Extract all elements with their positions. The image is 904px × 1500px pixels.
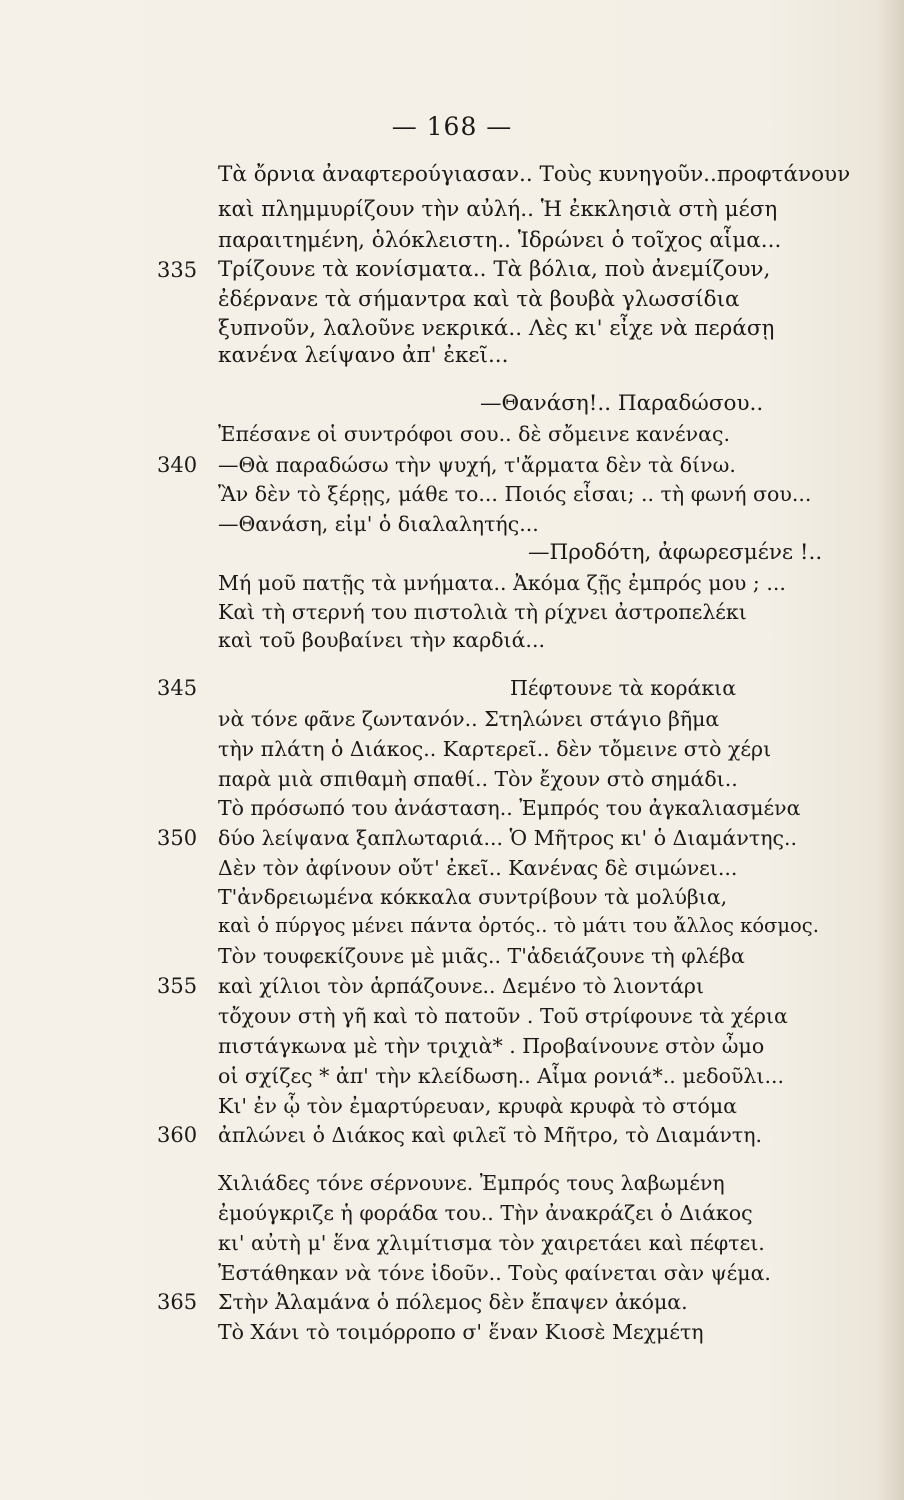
verse-line: τὴν πλάτη ὁ Διάκος.. Καρτερεῖ.. δὲν τὄμεινε στὸ χέρι: [218, 737, 772, 761]
verse-line: —Θανάση, εἰμ' ὁ διαλαλητής...: [218, 512, 539, 536]
line-number: 350: [157, 826, 198, 850]
verse-line: Τὸ Χάνι τὸ τοιμόρροπο σ' ἕναν Κιοσὲ Μεχμέτη: [218, 1320, 704, 1344]
verse-line: Δὲν τὸν ἀφίνουν οὔτ' ἐκεῖ.. Κανένας δὲ σιμώνει...: [218, 856, 738, 880]
verse-line: Πέφτουνε τὰ κοράκια: [510, 676, 737, 700]
line-number: 335: [157, 258, 198, 282]
line-number: 340: [157, 453, 198, 477]
verse-line: —Θὰ παραδώσω τὴν ψυχή, τ'ἄρματα δὲν τὰ δίνω.: [218, 453, 736, 477]
verse-line: Ἐπέσανε οἱ συντρόφοι σου.. δὲ σὄμεινε κανένας.: [218, 422, 730, 446]
verse-line: ἐμούγκριζε ἡ φοράδα του.. Τὴν ἀνακράζει ὁ Διάκος: [218, 1201, 753, 1225]
verse-line: Κι' ἐν ᾧ τὸν ἐμαρτύρευαν, κρυφὰ κρυφὰ τὸ στόμα: [218, 1094, 737, 1118]
verse-line: ξυπνοῦν, λαλοῦνε νεκρικά.. Λὲς κι' εἶχε νὰ περάσῃ: [218, 316, 775, 341]
verse-line: καὶ χίλιοι τὸν ἁρπάζουνε.. Δεμένο τὸ λιοντάρι: [218, 974, 705, 998]
line-number: 365: [157, 1290, 198, 1314]
verse-line: Τρίζουνε τὰ κονίσματα.. Τὰ βόλια, ποὺ ἀνεμίζουν,: [218, 257, 771, 282]
line-number: 360: [157, 1123, 198, 1147]
verse-line: ἐδέρνανε τὰ σήμαντρα καὶ τὰ βουβὰ γλωσσίδια: [218, 287, 740, 312]
verse-line: Τ'ἀνδρειωμένα κόκκαλα συντρίβουν τὰ μολύβια,: [218, 885, 728, 909]
verse-line: —Προδότη, ἀφωρεσμένε !..: [528, 540, 823, 565]
verse-line: Μή μοῦ πατῇς τὰ μνήματα.. Ἀκόμα ζῇς ἐμπρός μου ; ...: [218, 571, 786, 595]
verse-line: —Θανάση!.. Παραδώσου..: [480, 391, 764, 416]
line-number: 345: [157, 676, 198, 700]
verse-line: Ἂν δὲν τὸ ξέρῃς, μάθε το... Ποιός εἶσαι; .. τὴ φωνή σου...: [218, 482, 812, 506]
verse-line: παραιτημένη, ὁλόκλειστη.. Ἱδρώνει ὁ τοῖχος αἷμα...: [218, 228, 782, 253]
verse-line: καὶ τοῦ βουβαίνει τὴν καρδιά...: [218, 628, 545, 652]
verse-line: δύο λείψανα ξαπλωταριά... Ὁ Μῆτρος κι' ὁ Διαμάντης..: [218, 826, 798, 850]
verse-line: Καὶ τὴ στερνή του πιστολιὰ τὴ ρίχνει ἀστροπελέκι: [218, 600, 747, 624]
verse-line: ἀπλώνει ὁ Διάκος καὶ φιλεῖ τὸ Μῆτρο, τὸ Διαμάντη.: [218, 1123, 763, 1147]
verse-line: Τὸ πρόσωπό του ἀνάσταση.. Ἐμπρός του ἀγκαλιασμένα: [218, 796, 801, 820]
verse-line: παρὰ μιὰ σπιθαμὴ σπαθί.. Τὸν ἔχουν στὸ σημάδι..: [218, 767, 738, 791]
verse-line: κι' αὐτὴ μ' ἕνα χλιμίτισμα τὸν χαιρετάει καὶ πέφτει.: [218, 1231, 765, 1255]
verse-line: νὰ τόνε φᾶνε ζωντανόν.. Στηλώνει στάγιο βῆμα: [218, 707, 720, 731]
page-number: — 168 —: [391, 112, 513, 141]
verse-line: Χιλιάδες τόνε σέρνουνε. Ἐμπρός τους λαβωμένη: [218, 1171, 725, 1195]
verse-line: Στὴν Ἀλαμάνα ὁ πόλεμος δὲν ἔπαψεν ἀκόμα.: [218, 1290, 688, 1314]
verse-line: Ἐστάθηκαν νὰ τόνε ἰδοῦν.. Τοὺς φαίνεται σὰν ψέμα.: [218, 1261, 771, 1285]
verse-line: πιστάγκωνα μὲ τὴν τριχιὰ* . Προβαίνουνε στὸν ὦμο: [218, 1034, 765, 1058]
verse-line: οἱ σχίζες * ἀπ' τὴν κλείδωση.. Αἷμα ρονιά*.. μεδοῦλι...: [218, 1064, 784, 1088]
verse-line: Τὰ ὄρνια ἀναφτερούγιασαν.. Τοὺς κυνηγοῦν..προφτάνουν: [218, 162, 851, 187]
verse-line: καὶ ὁ πύργος μένει πάντα ὀρτός.. τὸ μάτι του ἄλλος κόσμος.: [218, 914, 819, 937]
verse-line: Τὸν τουφεκίζουνε μὲ μιᾶς.. Τ'ἀδειάζουνε τὴ φλέβα: [218, 944, 745, 968]
line-number: 355: [157, 974, 198, 998]
verse-line: καὶ πλημμυρίζουν τὴν αὐλή.. Ἡ ἐκκλησιὰ στὴ μέση: [218, 197, 778, 222]
verse-line: τὄχουν στὴ γῆ καὶ τὸ πατοῦν . Τοῦ στρίφουνε τὰ χέρια: [218, 1004, 788, 1028]
verse-line: κανένα λείψανο ἀπ' ἐκεῖ...: [218, 343, 509, 368]
